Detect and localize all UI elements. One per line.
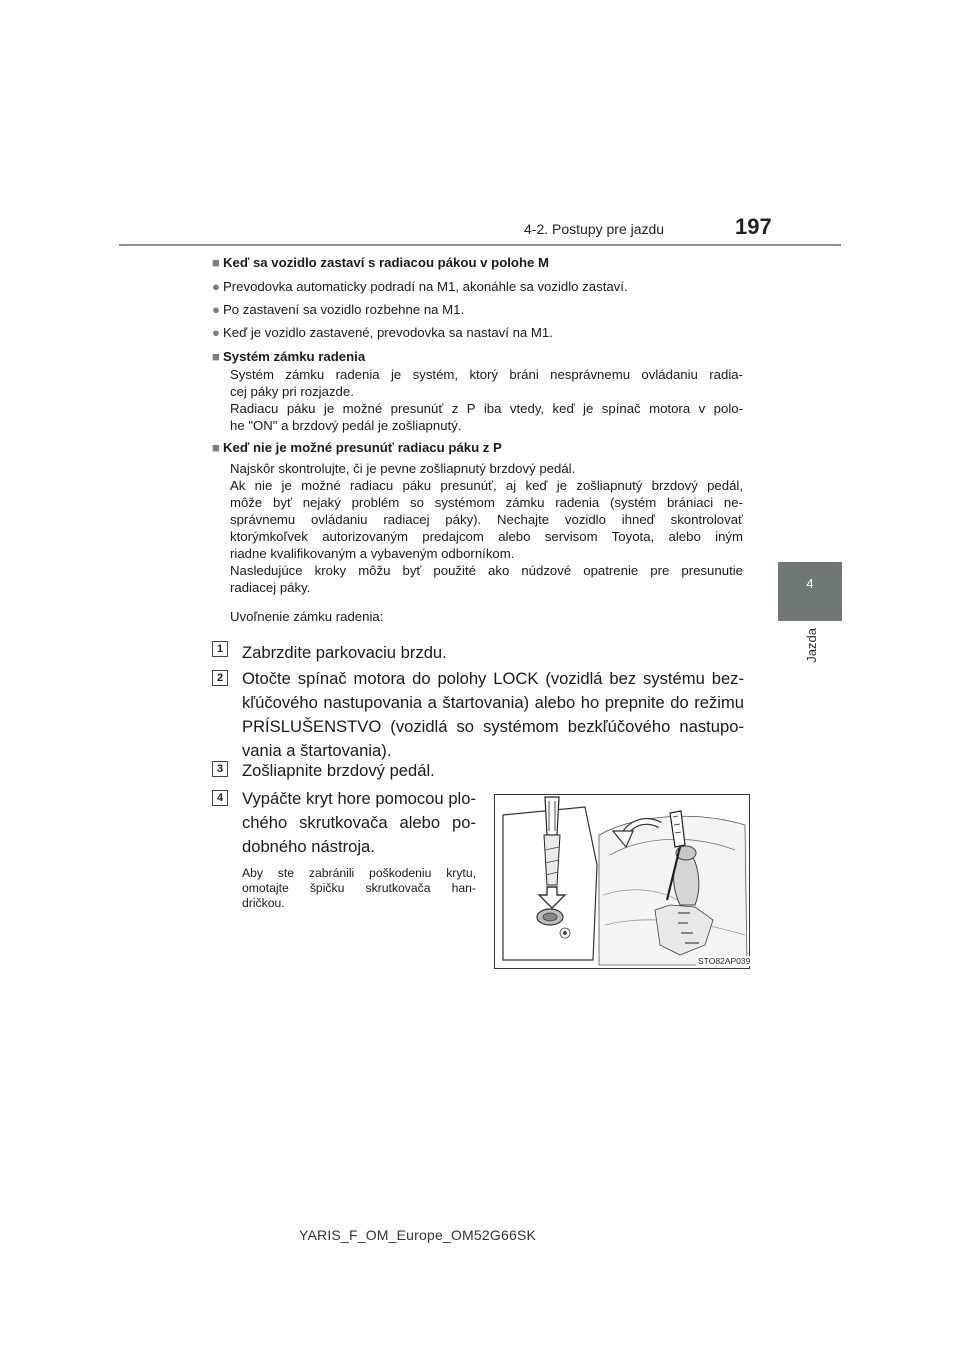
step-text: Zošliapnite brzdový pedál. [242, 761, 435, 780]
step-number: 3 [212, 761, 228, 777]
header-divider [119, 244, 841, 246]
list-item: ● Prevodovka automaticky podradí na M1, akonáhle sa vozidlo zastaví. [212, 279, 628, 294]
paragraph: Najskôr skontrolujte, či je pevne zošliapnutý brzdový pedál. Ak nie je možné radiacu páku presunúť, aj keď je zošliapnutý brzdový pedál, môže byť nejaký problém so systémom zámku radenia (systém brániaci ne- správnemu ovládaniu radiacej páky). Nechajte vozidlo ihneď skontrolovať ktorýmkoľvek autorizovaným predajcom alebo servisom Toyota, alebo iným riadne kvalifikovaným a vybaveným odborníkom. Nasledujúce kroky môžu byť použité ako núdzové opatrenie pre presunutie radiacej páky. [230, 461, 743, 595]
paragraph: Uvoľnenie zámku radenia: [230, 609, 384, 624]
page-number: 197 [735, 214, 772, 239]
screwdriver-icon [544, 797, 560, 885]
chapter-tab [778, 562, 842, 621]
step-note: Aby ste zabránili poškodeniu krytu, omotajte špičku skrutkovača han- dričkou. [242, 866, 476, 910]
step-text: Zabrzdite parkovaciu brzdu. [242, 643, 447, 662]
section-heading: ■ Keď nie je možné presunúť radiacu páku z P [212, 440, 502, 455]
chapter-tab-number: 4 [806, 576, 814, 591]
circle-bullet-icon: ● [212, 302, 220, 317]
section-title: 4-2. Postupy pre jazdu [524, 221, 665, 237]
step-number: 1 [212, 641, 228, 657]
circle-bullet-icon: ● [212, 325, 220, 340]
step-text: Vypáčte kryt hore pomocou plo- chého skrutkovača alebo po- dobného nástroja. [242, 789, 476, 856]
step-text: Otočte spínač motora do polohy LOCK (vozidlá bez systému bez- kľúčového nastupovania a štartovania) alebo ho prepnite do režimu PRÍSLUŠENSTVO (vozidlá so systémom bezkľúčového nastupo- vania a štartovania). [242, 669, 744, 760]
step-number: 4 [212, 790, 228, 806]
square-bullet-icon: ■ [212, 255, 220, 270]
figure-code: STO82AP039 [698, 956, 751, 966]
square-bullet-icon: ■ [212, 440, 220, 455]
list-item: ● Keď je vozidlo zastavené, prevodovka sa nastaví na M1. [212, 325, 553, 340]
square-bullet-icon: ■ [212, 349, 220, 364]
document-footer: YARIS_F_OM_Europe_OM52G66SK [299, 1227, 537, 1243]
illustration [494, 794, 750, 969]
circle-bullet-icon: ● [212, 279, 220, 294]
section-heading: ■ Keď sa vozidlo zastaví s radiacou pákou v polohe M [212, 255, 550, 270]
paragraph: Systém zámku radenia je systém, ktorý bráni nesprávnemu ovládaniu radia- cej páky pri rozjazde. Radiacu páku je možné presunúť z P iba vtedy, keď je spínač motora v polo- he "ON" a brzdový pedál je zošliapnutý. [230, 367, 743, 433]
section-heading: ■ Systém zámku radenia [212, 349, 366, 364]
list-item: ● Po zastavení sa vozidlo rozbehne na M1. [212, 302, 465, 317]
step-number: 2 [212, 670, 228, 686]
chapter-tab-label: Jazda [804, 628, 819, 663]
